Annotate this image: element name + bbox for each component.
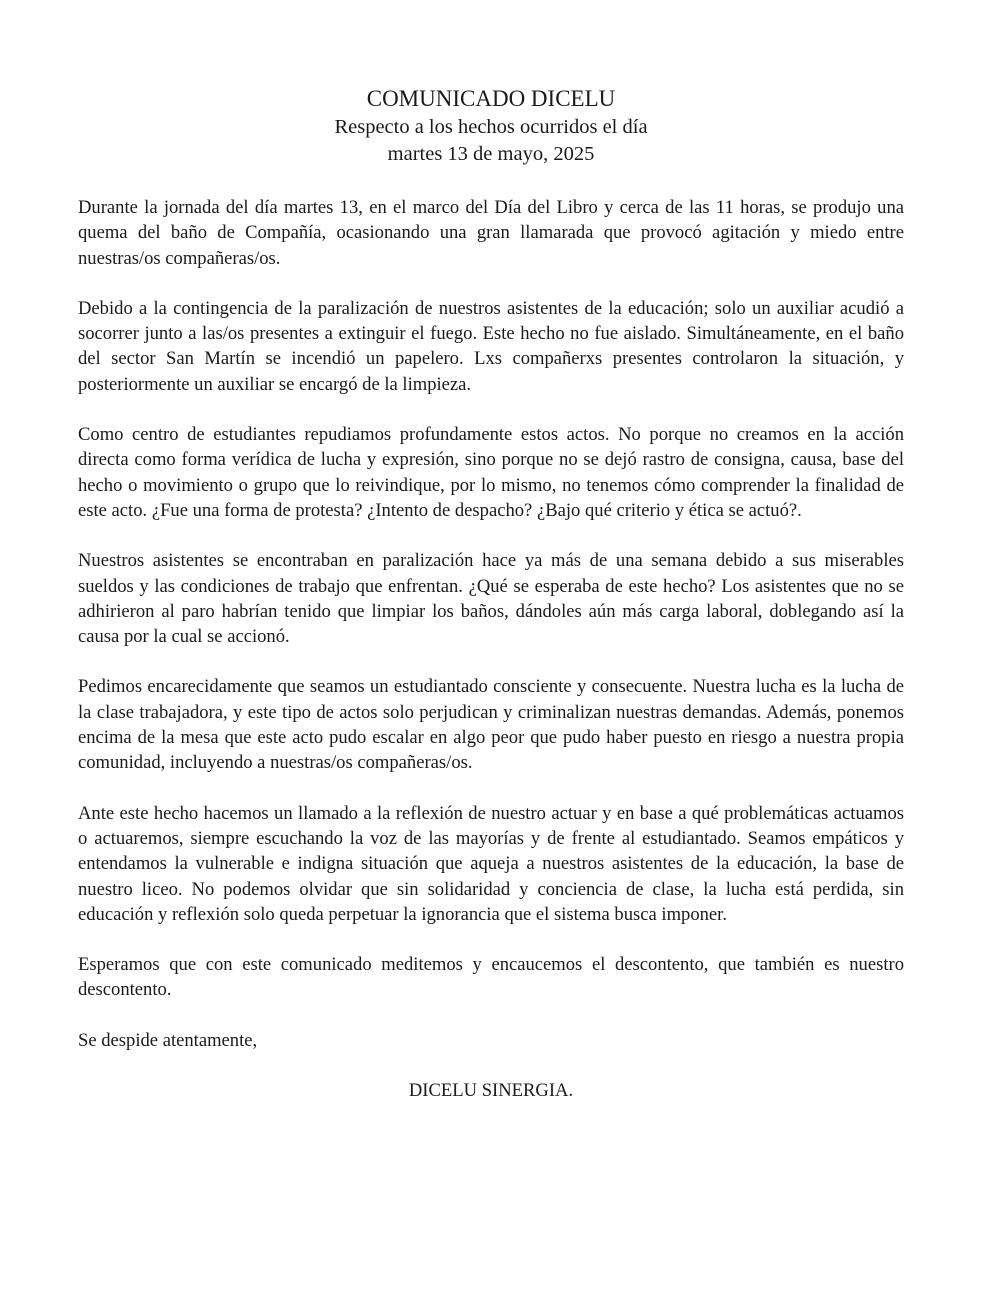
- document-body: [78, 195, 904, 1003]
- document-title: COMUNICADO DICELU: [366, 86, 616, 111]
- closing-line: Se despide atentamente,: [78, 1029, 258, 1051]
- document-subtitle-line-1: Respecto a los hechos ocurridos el día: [334, 116, 648, 138]
- paragraph-5: Pedimos encarecidamente que seamos un estudiantado consciente y consecuente. Nuestra lucha es la lucha de la clase trabajadora, y este tipo de actos solo perjudican y criminalizan nuestras demandas. Además, ponemos encima de la mesa que este acto pudo escalar en algo peor que pudo haber puesto en riesgo a nuestra propia comunidad, incluyendo a nuestras/os compañeras/os.: [78, 676, 904, 774]
- document-page: [78, 84, 904, 1103]
- paragraph-1: Durante la jornada del día martes 13, en el marco del Día del Libro y cerca de las 11 horas, se produjo una quema del baño de Compañía, ocasionando una gran llamarada que provocó agitación y miedo entre nuestras/os compañeras/os.: [78, 197, 904, 269]
- document-subtitle-date: martes 13 de mayo, 2025: [387, 143, 595, 165]
- paragraph-4: Nuestros asistentes se encontraban en paralización hace ya más de una semana debido a sus miserables sueldos y las condiciones de trabajo que enfrentan. ¿Qué se esperaba de este hecho? Los asistentes que no se adhirieron al paro habrían tenido que limpiar los baños, dándoles aún más carga laboral, doblegando así la causa por la cual se accionó.: [78, 550, 904, 648]
- paragraph-3: Como centro de estudiantes repudiamos profundamente estos actos. No porque no creamos en la acción directa como forma verídica de lucha y expresión, sino porque no se dejó rastro de consigna, causa, base del hecho o movimiento o grupo que lo reivindique, por lo mismo, no tenemos cómo comprender la finalidad de este acto. ¿Fue una forma de protesta? ¿Intento de despacho? ¿Bajo qué criterio y ética se actuó?.: [78, 424, 904, 521]
- paragraph-6: Ante este hecho hacemos un llamado a la reflexión de nuestro actuar y en base a qué problemáticas actuamos o actuaremos, siempre escuchando la voz de las mayorías y de frente al estudiantado. Seamos empáticos y entendamos la vulnerable e indigna situación que aqueja a nuestros asistentes de la educación, la base de nuestro liceo. No podemos olvidar que sin solidaridad y conciencia de clase, la lucha está perdida, sin educación y reflexión solo queda perpetuar la ignorancia que el sistema busca imponer.: [78, 802, 904, 925]
- paragraph-2: Debido a la contingencia de la paralización de nuestros asistentes de la educación; solo un auxiliar acudió a socorrer junto a las/os presentes a extinguir el fuego. Este hecho no fue aislado. Simultáneamente, en el baño del sector San Martín se incendió un papelero. Lxs compañerxs presentes controlaron la situación, y posteriormente un auxiliar se encargó de la limpieza.: [78, 297, 904, 395]
- signature: DICELU SINERGIA.: [408, 1080, 574, 1102]
- document-header: [78, 84, 904, 168]
- paragraph-7: Esperamos que con este comunicado meditemos y encaucemos el descontento, que también es nuestro descontento.: [78, 954, 904, 1001]
